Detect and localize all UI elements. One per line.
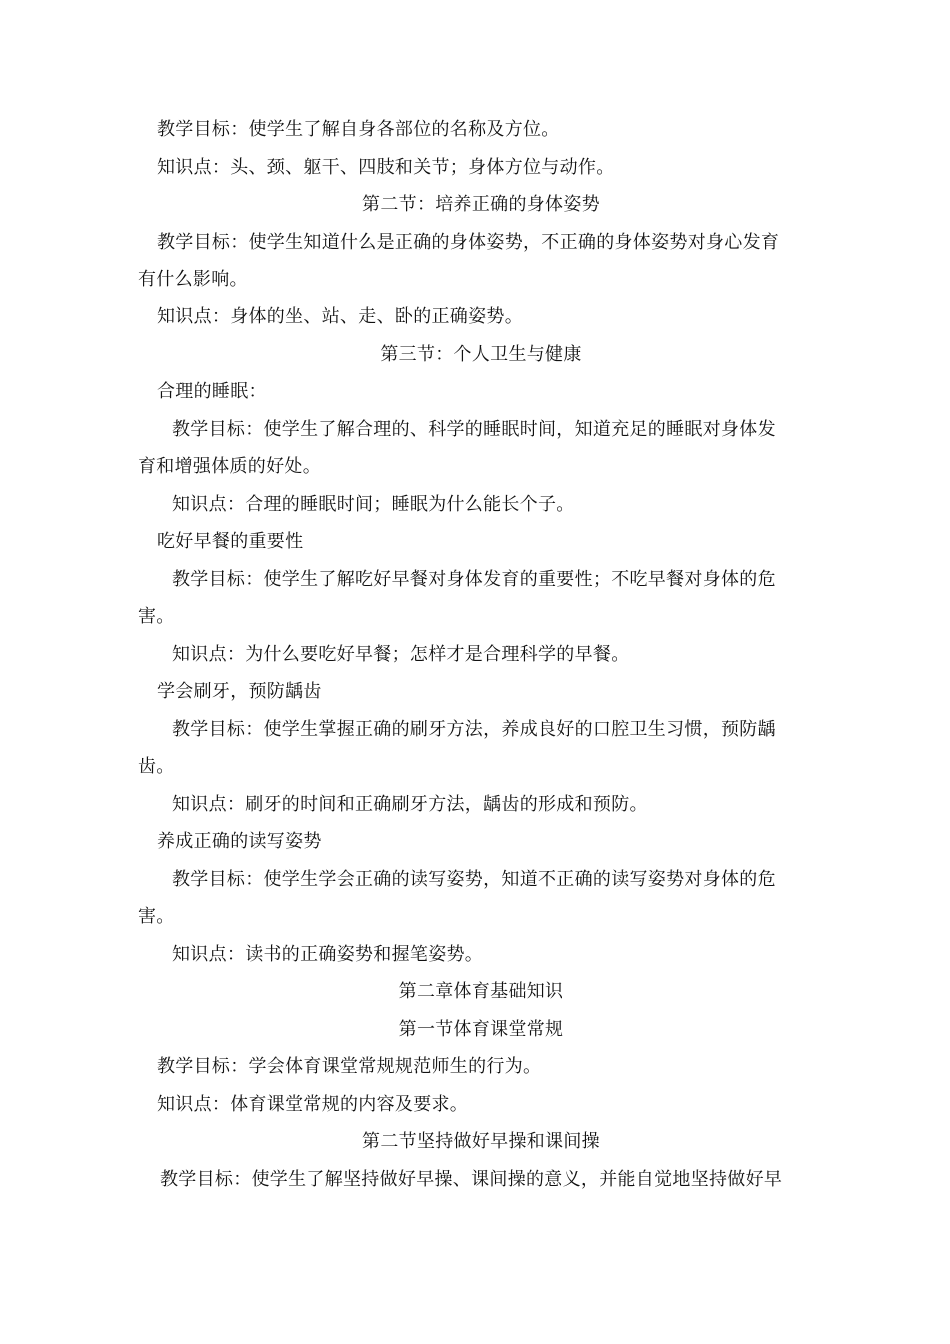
subtopic-heading: 学会刷牙，预防龋齿: [157, 681, 322, 702]
section-heading: 第二节：培养正确的身体姿势: [362, 194, 600, 215]
knowledge-point-line: 知识点：为什么要吃好早餐；怎样才是合理科学的早餐。: [172, 644, 630, 665]
teaching-goal-line: 教学目标：使学生掌握正确的刷牙方法，养成良好的口腔卫生习惯，预防龋: [172, 719, 776, 740]
teaching-goal-line: 教学目标：使学生了解坚持做好早操、课间操的意义，并能自觉地坚持做好早: [160, 1169, 783, 1190]
section-heading: 第二节坚持做好早操和课间操: [362, 1131, 600, 1152]
knowledge-point-line: 知识点：合理的睡眠时间；睡眠为什么能长个子。: [172, 494, 575, 515]
subtopic-heading: 吃好早餐的重要性: [157, 531, 304, 552]
section-heading: 第三节：个人卫生与健康: [380, 344, 582, 365]
knowledge-point-line: 知识点：读书的正确姿势和握笔姿势。: [172, 944, 484, 965]
knowledge-point-line: 知识点：刷牙的时间和正确刷牙方法，龋齿的形成和预防。: [172, 794, 648, 815]
paragraph-continuation: 育和增强体质的好处。: [138, 456, 321, 477]
teaching-goal-line: 教学目标：使学生了解合理的、科学的睡眠时间，知道充足的睡眠对身体发: [172, 419, 776, 440]
teaching-goal-line: 教学目标：使学生学会正确的读写姿势，知道不正确的读写姿势对身体的危: [172, 869, 776, 890]
knowledge-point-line: 知识点：体育课堂常规的内容及要求。: [157, 1094, 469, 1115]
paragraph-continuation: 害。: [138, 906, 175, 927]
paragraph-continuation: 齿。: [138, 756, 175, 777]
subtopic-heading: 合理的睡眠：: [157, 381, 267, 402]
paragraph-continuation: 害。: [138, 606, 175, 627]
chapter-heading: 第二章体育基础知识: [398, 981, 564, 1002]
knowledge-point-line: 知识点：头、颈、躯干、四肢和关节；身体方位与动作。: [157, 157, 615, 178]
teaching-goal-line: 教学目标：使学生知道什么是正确的身体姿势，不正确的身体姿势对身心发育: [157, 232, 780, 253]
teaching-goal-line: 教学目标：使学生了解自身各部位的名称及方位。: [157, 119, 560, 140]
teaching-goal-line: 教学目标：使学生了解吃好早餐对身体发育的重要性；不吃早餐对身体的危: [172, 569, 776, 590]
section-heading: 第一节体育课堂常规: [398, 1019, 564, 1040]
subtopic-heading: 养成正确的读写姿势: [157, 831, 322, 852]
teaching-goal-line: 教学目标：学会体育课堂常规规范师生的行为。: [157, 1056, 542, 1077]
knowledge-point-line: 知识点：身体的坐、站、走、卧的正确姿势。: [157, 306, 523, 327]
paragraph-continuation: 有什么影响。: [138, 269, 248, 290]
